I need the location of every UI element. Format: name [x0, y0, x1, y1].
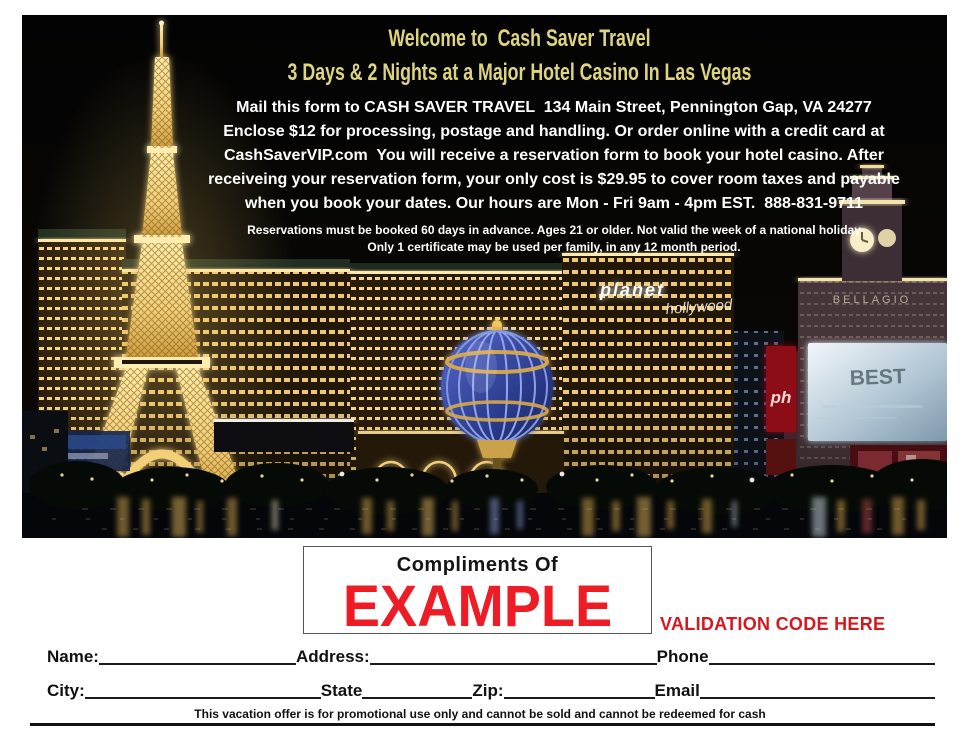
city-field-line [85, 693, 321, 699]
zip-label: Zip: [472, 681, 504, 700]
instruction-line: when you book your dates. Our hours are Mon - Fri 9am - 4pm EST. 888-831-9711 [245, 195, 863, 212]
instruction-line: Enclose $12 for processing, postage and handling. Or order online with a credit card at [223, 123, 885, 140]
name-label: Name: [47, 647, 99, 666]
compliments-label: Compliments Of [396, 554, 559, 576]
bellagio-sign-text: BELLAGIO [832, 294, 912, 306]
best-billboard-text: BEST [849, 365, 907, 390]
offer-title: 3 Days & 2 Nights at a Major Hotel Casino In Las Vegas [287, 59, 752, 86]
name-field-line [99, 659, 296, 665]
compliments-value: EXAMPLE [342, 574, 613, 639]
address-field-line [370, 659, 657, 665]
fine-print-line: Only 1 certificate may be used per family, in any 12 month period. [367, 240, 741, 254]
planet-sign-text: planet [600, 280, 666, 300]
ph-sign-text: ph [770, 388, 792, 407]
offer-fine-print [22, 222, 947, 256]
compliments-box [303, 546, 652, 639]
las-vegas-night-photo [22, 15, 947, 538]
form-row-city-state-zip-email [47, 680, 935, 700]
instruction-line: CashSaverVIP.com You will receive a reservation form to book your hotel casino. After [223, 147, 885, 164]
promotional-disclaimer: This vacation offer is for promotional use only and cannot be sold and cannot be redeemed for cash [194, 707, 766, 721]
city-label: City: [47, 681, 85, 700]
instruction-line: receiveing your reservation form, your only cost is $29.95 to cover room taxes and payable [208, 171, 900, 188]
email-label: Email [654, 681, 700, 700]
address-label: Address: [295, 647, 370, 666]
bottom-rule [30, 723, 935, 726]
email-field-line [700, 693, 935, 699]
vegas-skyline-illustration [22, 15, 947, 538]
phone-label: Phone [656, 647, 709, 666]
flyer-header [22, 25, 947, 86]
instruction-line: Mail this form to CASH SAVER TRAVEL 134 Main Street, Pennington Gap, VA 24277 [236, 99, 872, 116]
welcome-title: Welcome to Cash Saver Travel [388, 25, 651, 52]
form-row-name-address-phone [47, 646, 935, 666]
certificate-form [0, 538, 960, 742]
state-label: State [320, 681, 363, 700]
state-field-line [362, 693, 472, 699]
hollywood-sign-text: hollywood [665, 296, 733, 318]
fine-print-line: Reservations must be booked 60 days in advance. Ages 21 or older. Not valid the week of a national holiday [247, 223, 861, 237]
billboard-screen [808, 343, 947, 441]
validation-code-label: VALIDATION CODE HERE [660, 614, 886, 634]
zip-field-line [504, 693, 655, 699]
phone-field-line [709, 659, 935, 665]
planet-hollywood-ph-sign [766, 346, 796, 475]
mailing-instructions [22, 96, 947, 216]
dark-marquee-board [214, 419, 354, 452]
